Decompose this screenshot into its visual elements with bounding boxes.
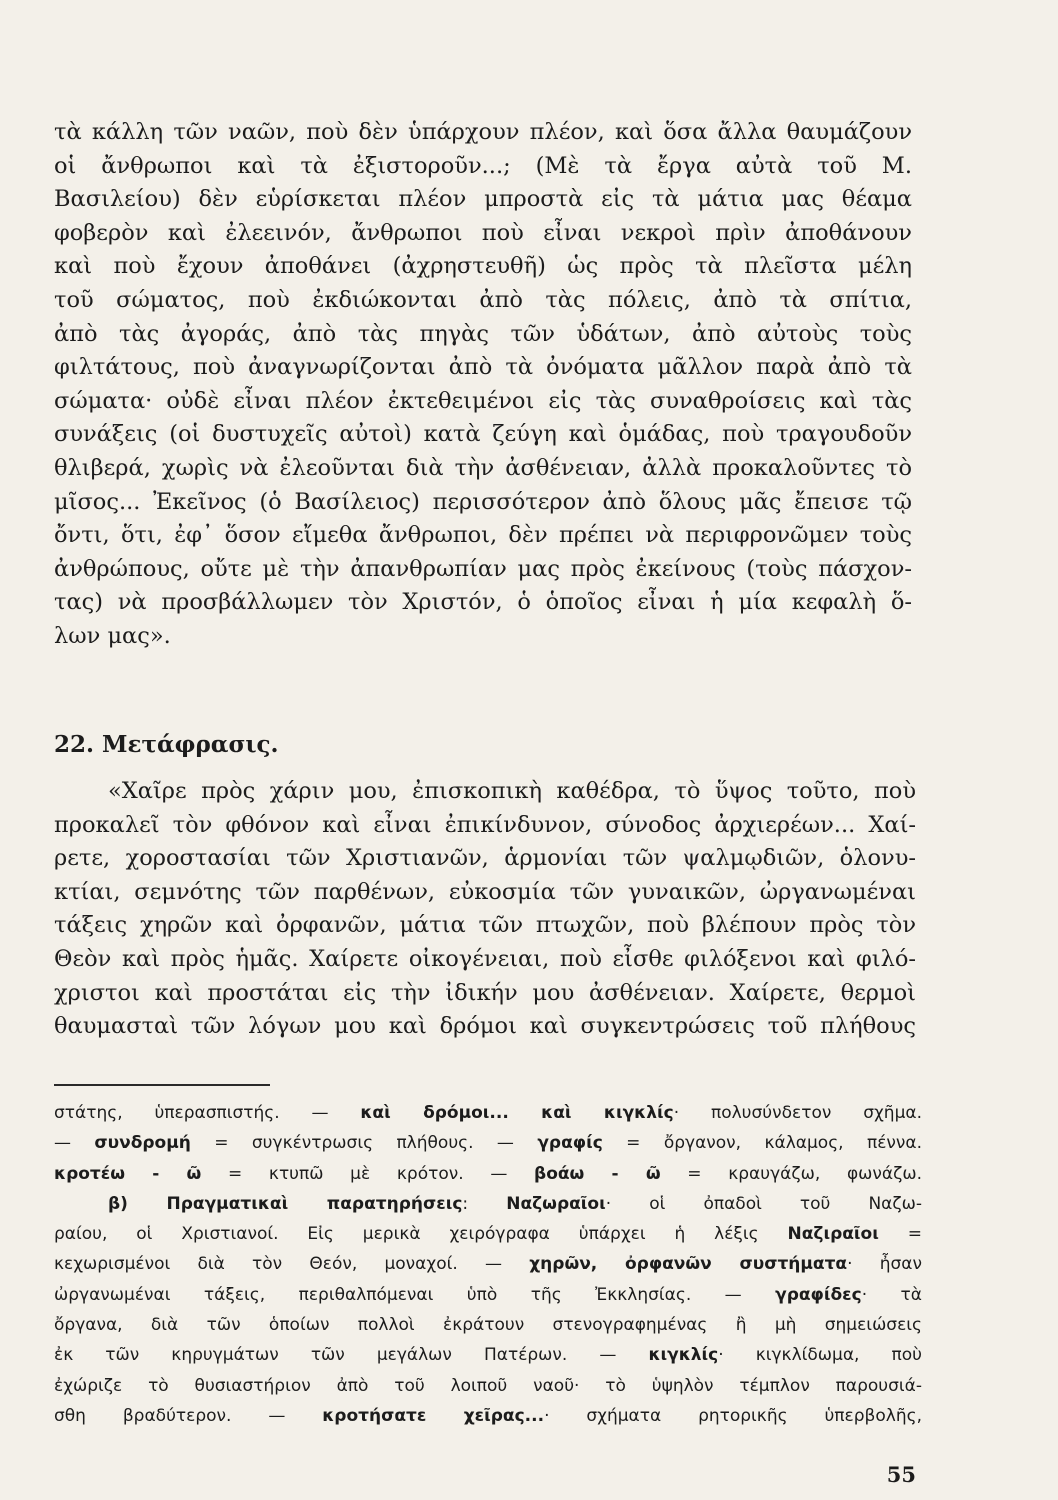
- note-line: ὠργανωμέναι τάξεις, περιθαλπόμεναι ὑπὸ τῆς Ἐκκλησίας. — γραφίδες· τὰ: [54, 1284, 922, 1305]
- text-line: ρετε, χοροστασίαι τῶν Χριστιανῶν, ἁρμονίαι τῶν ψαλμῳδιῶν, ὁλονυ-: [54, 845, 916, 872]
- text-line: συνάξεις (οἱ δυστυχεῖς αὐτοὶ) κατὰ ζεύγη καὶ ὁμάδας, ποὺ τραγουδοῦν: [54, 421, 912, 448]
- text-line: τὰ κάλλη τῶν ναῶν, ποὺ δὲν ὑπάρχουν πλέον, καὶ ὅσα ἄλλα θαυμάζουν: [54, 119, 912, 145]
- text-line: «Χαῖρε πρὸς χάριν μου, ἐπισκοπικὴ καθέδρα, τὸ ὕψος τοῦτο, ποὺ: [108, 778, 916, 804]
- note-line: στάτης, ὑπερασπιστής. — καὶ δρόμοι... καὶ κιγκλίς· πολυσύνδετον σχῆμα.: [54, 1103, 922, 1123]
- note-line: κεχωρισμένοι διὰ τὸν Θεόν, μοναχοί. — χηρῶν, ὀρφανῶν συστήματα· ἦσαν: [54, 1254, 922, 1275]
- note-line: — συνδρομή = συγκέντρωσις πλήθους. — γραφίς = ὄργανον, κάλαμος, πέννα.: [54, 1133, 922, 1154]
- text-line: χριστοι καὶ προστάται εἰς τὴν ἰδικήν μου ἀσθένειαν. Χαίρετε, θερμοὶ: [54, 979, 916, 1006]
- text-line: ἀνθρώπους, οὔτε μὲ τὴν ἀπανθρωπίαν μας πρὸς ἐκείνους (τοὺς πάσχον-: [54, 555, 912, 582]
- text-line: θλιβερά, χωρὶς νὰ ἐλεοῦνται διὰ τὴν ἀσθένειαν, ἀλλὰ προκαλοῦντες τὸ: [54, 454, 912, 481]
- text-line: ἀπὸ τὰς ἀγοράς, ἀπὸ τὰς πηγὰς τῶν ὑδάτων, ἀπὸ αὐτοὺς τοὺς: [54, 320, 912, 347]
- text-line: τοῦ σώματος, ποὺ ἐκδιώκονται ἀπὸ τὰς πόλεις, ἀπὸ τὰ σπίτια,: [54, 286, 912, 313]
- translation-text-block: [54, 775, 916, 1044]
- note-line: σθη βραδύτερον. — κροτήσατε χεῖρας...· σχήματα ρητορικῆς ὑπερβολῆς,: [54, 1405, 922, 1426]
- text-line: μῖσος... Ἐκεῖνος (ὁ Βασίλειος) περισσότερον ἀπὸ ὅλους μᾶς ἔπεισε τῷ: [54, 488, 912, 515]
- text-line: οἱ ἄνθρωποι καὶ τὰ ἐξιστοροῦν...; (Μὲ τὰ ἔργα αὐτὰ τοῦ Μ.: [54, 152, 912, 179]
- text-line: Θεὸν καὶ πρὸς ἡμᾶς. Χαίρετε οἰκογένειαι, ποὺ εἶσθε φιλόξενοι καὶ φιλό-: [54, 945, 916, 972]
- text-line: θαυμασταὶ τῶν λόγων μου καὶ δρόμοι καὶ συγκεντρώσεις τοῦ πλήθους: [54, 1013, 916, 1040]
- text-line: τάξεις χηρῶν καὶ ὀρφανῶν, μάτια τῶν πτωχῶν, ποὺ βλέπουν πρὸς τὸν: [54, 912, 916, 939]
- text-line: φοβερὸν καὶ ἐλεεινόν, ἄνθρωποι ποὺ εἶναι νεκροὶ πρὶν ἀποθάνουν: [54, 219, 912, 246]
- footnote-divider: [54, 1084, 270, 1086]
- note-line: ραίου, οἱ Χριστιανοί. Εἰς μερικὰ χειρόγραφα ὑπάρχει ἡ λέξις Ναζιραῖοι =: [54, 1224, 922, 1245]
- text-line: προκαλεῖ τὸν φθόνον καὶ εἶναι ἐπικίνδυνον, σύνοδος ἀρχιερέων... Χαί-: [54, 811, 916, 838]
- text-line: καὶ ποὺ ἔχουν ἀποθάνει (ἀχρηστευθῆ) ὡς πρὸς τὰ πλεῖστα μέλη: [54, 253, 912, 280]
- main-text-block: [54, 116, 912, 654]
- section-heading: 22. Μετάφρασις.: [54, 731, 279, 758]
- text-line: Βασιλείου) δὲν εὑρίσκεται πλέον μπροστὰ εἰς τὰ μάτια μας θέαμα: [54, 186, 912, 213]
- note-line: κροτέω - ῶ = κτυπῶ μὲ κρότον. — βοάω - ῶ = κραυγάζω, φωνάζω.: [54, 1163, 922, 1184]
- text-line: κτίαι, σεμνότης τῶν παρθένων, εὐκοσμία τῶν γυναικῶν, ὠργανωμέναι: [54, 878, 916, 905]
- text-line: σώματα· οὐδὲ εἶναι πλέον ἐκτεθειμένοι εἰς τὰς συναθροίσεις καὶ τὰς: [54, 387, 912, 414]
- note-line: ὄργανα, διὰ τῶν ὁποίων πολλοὶ ἐκράτουν στενογραφημένας ἢ μὴ σημειώσεις: [54, 1315, 922, 1336]
- text-line: λων μας».: [54, 622, 171, 649]
- text-line: τας) νὰ προσβάλλωμεν τὸν Χριστόν, ὁ ὁποῖος εἶναι ἡ μία κεφαλὴ ὅ-: [54, 589, 912, 616]
- note-line: β) Πραγματικαὶ παρατηρήσεις: Ναζωραῖοι· οἱ ὀπαδοὶ τοῦ Ναζω-: [108, 1193, 923, 1214]
- note-line: ἐχώριζε τὸ θυσιαστήριον ἀπὸ τοῦ λοιποῦ ναοῦ· τὸ ὑψηλὸν τέμπλον παρουσιά-: [54, 1375, 922, 1396]
- note-line: ἐκ τῶν κηρυγμάτων τῶν μεγάλων Πατέρων. — κιγκλίς· κιγκλίδωμα, ποὺ: [54, 1345, 922, 1366]
- page-number: 55: [886, 1462, 916, 1487]
- text-line: ὄντι, ὅτι, ἐφ᾽ ὅσον εἴμεθα ἄνθρωποι, δὲν πρέπει νὰ περιφρονῶμεν τοὺς: [54, 522, 912, 549]
- notes-block: [54, 1098, 922, 1431]
- text-line: φιλτάτους, ποὺ ἀναγνωρίζονται ἀπὸ τὰ ὀνόματα μᾶλλον παρὰ ἀπὸ τὰ: [54, 354, 912, 381]
